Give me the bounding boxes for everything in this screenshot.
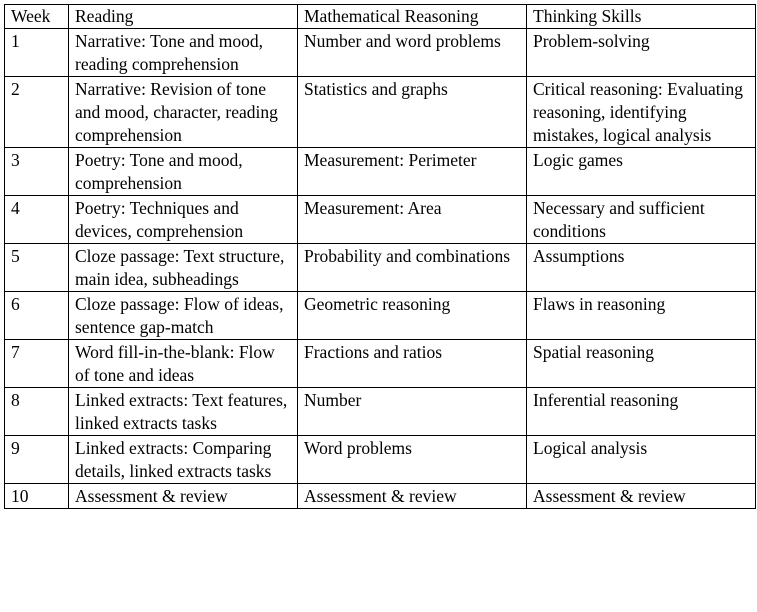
header-week: Week: [5, 5, 69, 29]
thinking-cell: Logical analysis: [527, 436, 756, 484]
math-cell: Number: [298, 388, 527, 436]
thinking-cell: Inferential reasoning: [527, 388, 756, 436]
math-cell: Assessment & review: [298, 484, 527, 509]
week-cell: 7: [5, 340, 69, 388]
reading-cell: Poetry: Tone and mood, comprehension: [69, 148, 298, 196]
table-row: [5, 148, 756, 196]
week-cell: 5: [5, 244, 69, 292]
week-cell: 6: [5, 292, 69, 340]
thinking-cell: Necessary and sufficient conditions: [527, 196, 756, 244]
reading-cell: Cloze passage: Flow of ideas, sentence gap-match: [69, 292, 298, 340]
thinking-cell: Assessment & review: [527, 484, 756, 509]
reading-cell: Narrative: Revision of tone and mood, character, reading comprehension: [69, 77, 298, 148]
reading-cell: Linked extracts: Text features, linked extracts tasks: [69, 388, 298, 436]
math-cell: Fractions and ratios: [298, 340, 527, 388]
table-row: [5, 29, 756, 77]
week-cell: 2: [5, 77, 69, 148]
header-row: [5, 5, 756, 29]
reading-cell: Narrative: Tone and mood, reading comprehension: [69, 29, 298, 77]
thinking-cell: Spatial reasoning: [527, 340, 756, 388]
week-cell: 3: [5, 148, 69, 196]
reading-cell: Word fill-in-the-blank: Flow of tone and ideas: [69, 340, 298, 388]
table-row: [5, 340, 756, 388]
header-math: Mathematical Reasoning: [298, 5, 527, 29]
math-cell: Number and word problems: [298, 29, 527, 77]
reading-cell: Assessment & review: [69, 484, 298, 509]
table-row: [5, 292, 756, 340]
week-cell: 8: [5, 388, 69, 436]
thinking-cell: Assumptions: [527, 244, 756, 292]
header-thinking: Thinking Skills: [527, 5, 756, 29]
reading-cell: Cloze passage: Text structure, main idea, subheadings: [69, 244, 298, 292]
math-cell: Statistics and graphs: [298, 77, 527, 148]
thinking-cell: Flaws in reasoning: [527, 292, 756, 340]
reading-cell: Linked extracts: Comparing details, linked extracts tasks: [69, 436, 298, 484]
thinking-cell: Critical reasoning: Evaluating reasoning, identifying mistakes, logical analysis: [527, 77, 756, 148]
thinking-cell: Logic games: [527, 148, 756, 196]
week-cell: 9: [5, 436, 69, 484]
week-cell: 1: [5, 29, 69, 77]
header-reading: Reading: [69, 5, 298, 29]
math-cell: Measurement: Perimeter: [298, 148, 527, 196]
schedule-table: [4, 4, 756, 509]
table-row: [5, 196, 756, 244]
math-cell: Probability and combinations: [298, 244, 527, 292]
table-row: [5, 484, 756, 509]
thinking-cell: Problem-solving: [527, 29, 756, 77]
table-row: [5, 388, 756, 436]
math-cell: Word problems: [298, 436, 527, 484]
week-cell: 4: [5, 196, 69, 244]
math-cell: Measurement: Area: [298, 196, 527, 244]
reading-cell: Poetry: Techniques and devices, comprehension: [69, 196, 298, 244]
table-row: [5, 436, 756, 484]
math-cell: Geometric reasoning: [298, 292, 527, 340]
table-row: [5, 77, 756, 148]
table-row: [5, 244, 756, 292]
week-cell: 10: [5, 484, 69, 509]
